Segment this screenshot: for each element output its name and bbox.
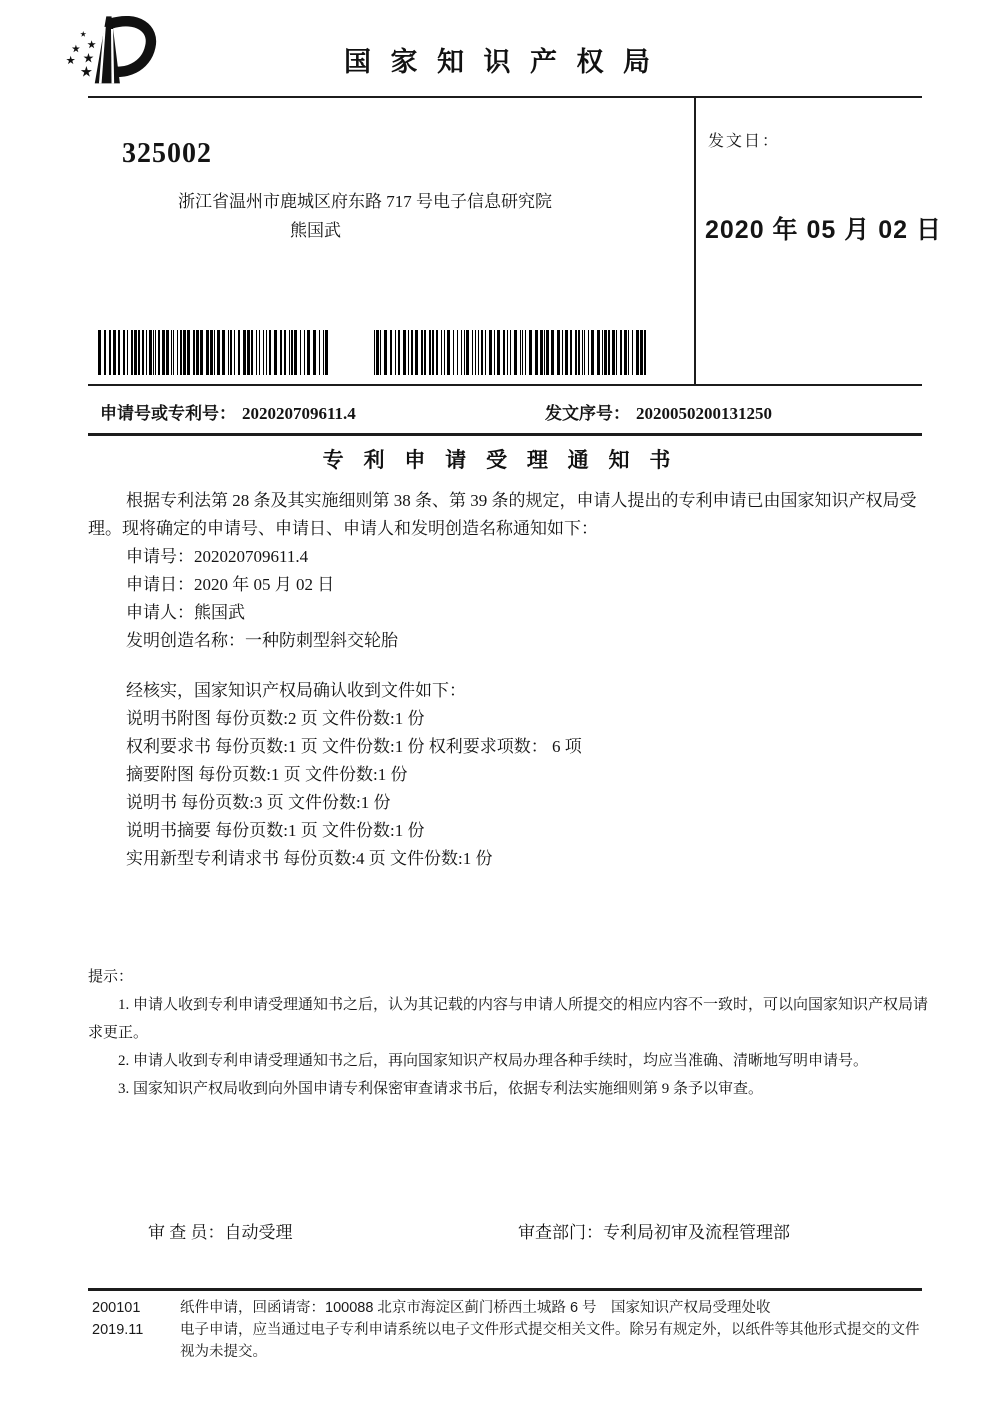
received-list	[88, 705, 924, 873]
footer-line: 纸件申请，回函请寄：100088 北京市海淀区蓟门桥西土城路 6 号 国家知识产权局受理处收	[180, 1300, 771, 1316]
field-label: 申请人：	[126, 603, 194, 622]
field-label: 发明创造名称：	[126, 631, 245, 650]
footer-lines	[180, 1297, 928, 1363]
postal-code: 325002	[122, 138, 212, 169]
title-top-rule	[88, 433, 922, 436]
footer-codes	[92, 1297, 180, 1363]
received-document-line: 权利要求书 每份页数:1 页 文件份数:1 份 权利要求项数： 6 项	[126, 737, 582, 756]
department-value: 专利局初审及流程管理部	[603, 1223, 790, 1242]
barcode-serial	[374, 330, 648, 375]
received-document-line: 摘要附图 每份页数:1 页 文件份数:1 份	[126, 765, 408, 784]
notes-label: 提示：	[88, 969, 134, 985]
received-section	[88, 677, 924, 873]
received-document-line: 说明书 每份页数:3 页 文件份数:1 份	[126, 793, 391, 812]
department-label: 审查部门：	[518, 1223, 603, 1242]
footer-code: 2019.11	[92, 1322, 144, 1338]
field-label: 申请号：	[126, 547, 194, 566]
note-item: 1. 申请人收到专利申请受理通知书之后，认为其记载的内容与申请人所提交的相应内容不一致时，可以向国家知识产权局请求更正。	[88, 997, 929, 1041]
examiner-value: 自动受理	[224, 1223, 293, 1242]
received-intro: 经核实，国家知识产权局确认收到文件如下：	[126, 681, 466, 700]
application-number-value: 202020709611.4	[242, 404, 356, 423]
department	[518, 1218, 790, 1243]
application-number-label: 申请号或专利号：	[100, 404, 236, 423]
received-document-line: 说明书附图 每份页数:2 页 文件份数:1 份	[126, 709, 425, 728]
field-value: 一种防刺型斜交轮胎	[245, 631, 398, 650]
serial-number-row	[545, 399, 772, 424]
field-list	[88, 543, 924, 655]
header-rule	[88, 96, 922, 98]
examiner	[148, 1218, 293, 1243]
received-document-line: 实用新型专利请求书 每份页数:4 页 文件份数:1 份	[126, 849, 493, 868]
note-item: 2. 申请人收到专利申请受理通知书之后，再向国家知识产权局办理各种手续时，均应当准确、清晰地写明申请号。	[118, 1053, 869, 1069]
serial-number-value: 2020050200131250	[636, 404, 772, 423]
field-label: 申请日：	[126, 575, 194, 594]
application-number-row	[100, 399, 356, 424]
barcode-bottom-rule	[88, 384, 922, 386]
note-item: 3. 国家知识产权局收到向外国申请专利保密审查请求书后，依据专利法实施细则第 9 条予以审查。	[118, 1081, 764, 1097]
field-value: 2020 年 05 月 02 日	[194, 575, 335, 594]
notice-body	[88, 487, 924, 873]
recipient-name: 熊国武	[290, 221, 341, 240]
agency-title: 国 家 知 识 产 权 局	[343, 47, 656, 77]
examiner-label: 审 查 员：	[148, 1223, 225, 1242]
footer-code: 200101	[92, 1300, 141, 1316]
field-line	[88, 543, 924, 571]
notes-list	[88, 991, 934, 1103]
dispatch-box-left-line	[694, 96, 696, 386]
footer-rule	[88, 1288, 922, 1291]
field-value: 熊国武	[194, 603, 245, 622]
notes-section	[88, 963, 934, 1103]
notice-title: 专 利 申 请 受 理 通 知 书	[322, 449, 678, 472]
field-value: 202020709611.4	[194, 547, 309, 566]
serial-number-label: 发文序号：	[545, 404, 630, 423]
field-line	[88, 627, 924, 655]
barcode-application	[98, 330, 328, 375]
recipient-address: 浙江省温州市鹿城区府东路 717 号电子信息研究院	[178, 192, 552, 211]
notice-intro: 根据专利法第 28 条及其实施细则第 38 条、第 39 条的规定，申请人提出的专利申请已由国家知识产权局受理。现将确定的申请号、申请日、申请人和发明创造名称通知如下：	[88, 491, 917, 538]
footer	[92, 1297, 928, 1363]
dispatch-date-value: 2020 年 05 月 02 日	[705, 216, 942, 244]
dispatch-date-label: 发文日：	[708, 133, 781, 150]
field-line	[88, 599, 924, 627]
field-line	[88, 571, 924, 599]
received-document-line: 说明书摘要 每份页数:1 页 文件份数:1 份	[126, 821, 425, 840]
footer-line: 电子申请，应当通过电子专利申请系统以电子文件形式提交相关文件。除另有规定外，以纸件等其他形式提交的文件视为未提交。	[180, 1322, 920, 1360]
